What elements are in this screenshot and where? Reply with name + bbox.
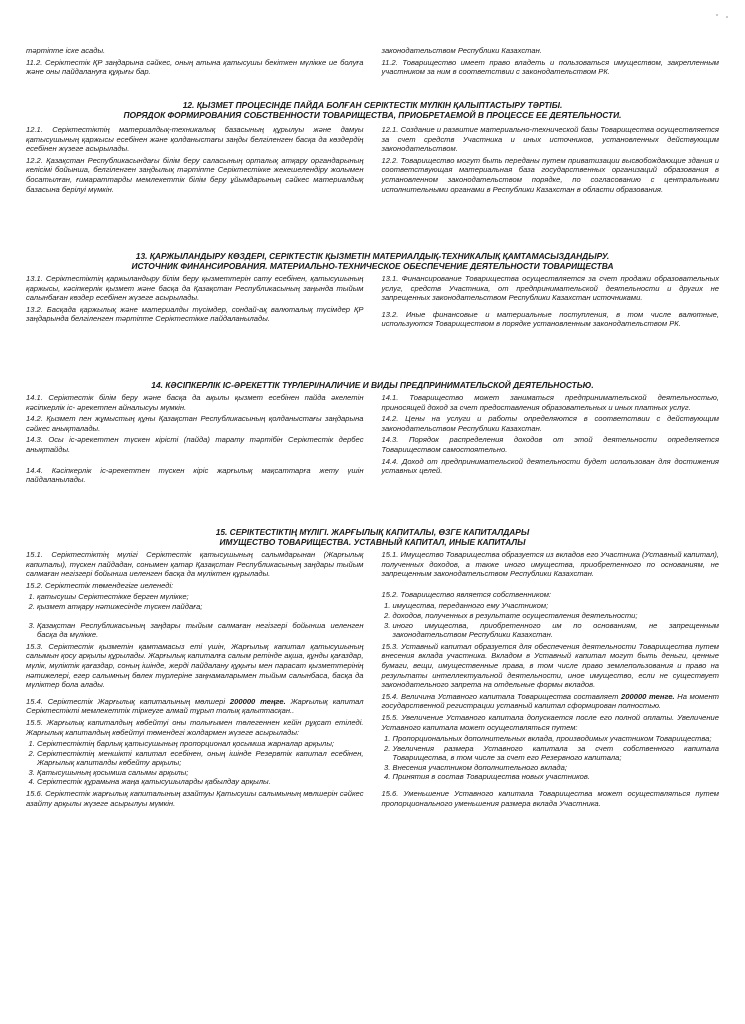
ru-column (382, 125, 720, 196)
capital-amount: 200000 тенге. (621, 691, 675, 701)
list-item: 2. Серіктестіктің меншікті капитал есебінен, оның ішінде Резервтік капитал есебінен, Жарғылық капиталды көбейту арқылы; (37, 749, 364, 768)
list (382, 734, 720, 782)
list-item: 3. Қатысушының қосымша салымы арқылы; (37, 768, 364, 778)
text: 15.4. Серіктестік Жарғылық капиталының мөлшері (26, 696, 226, 706)
paragraph: 12.1. Серіктестіктің материалдық-техникалық базасының құрылуы және дамуы қатысушының қаржысы есебінен және қолданыстағы заңды белгіленген басқа да көздердің есебінен жүзеге асырылады. (26, 125, 364, 154)
heading-text: 14. КӘСІПКЕРЛІК ІС-ӘРЕКЕТТІК ТҮРЛЕРІ/НАЛИЧИЕ И ВИДЫ ПРЕДПРИНИМАТЕЛЬСКОЙ ДЕЯТЕЛЬНОСТЬЮ. (151, 380, 594, 390)
paragraph: 15.6. Уменьшение Уставного капитала Товарищества может осуществляться путем пропорционального уменьшения размера вклада Участника. (381, 789, 719, 808)
paragraph: 15.5. Увеличение Уставного капитала допускается после его полной оплаты. Увеличение Уставного капитала может осуществляться путем: (381, 712, 719, 732)
kz-column (26, 393, 364, 487)
paragraph: 15.2. Серіктестік төмендегіге иеленеді: (26, 580, 174, 590)
paragraph-15-4 (26, 697, 364, 716)
heading-ru: ИСТОЧНИК ФИНАНСИРОВАНИЯ. МАТЕРИАЛЬНО-ТЕХНИЧЕСКОЕ ОБЕСПЕЧЕНИЕ ДЕЯТЕЛЬНОСТИ ТОВАРИЩЕСТВА (131, 261, 614, 271)
section-13-heading (40, 251, 705, 271)
list-item: 1. Серіктестіктің барлық қатысушының пропорционал қосымша жарналар арқылы; (37, 739, 364, 749)
paragraph: 14.1. Серіктестік білім беру және басқа да ақылы қызмет есебінен пайда әкелетін кәсіпкерлік іс- әрекетпен айналысуы мүмкін. (26, 393, 364, 412)
paragraph: 15.6. Серіктестік жарғылық капиталының азайтуы Қатысушы салымының мөлшерін сәйкес азайту арқылы жүзеге асырылуы мүмкін. (26, 789, 364, 808)
paragraph: тәртіпте іске асады. (26, 46, 106, 55)
kz-column (26, 274, 364, 331)
list-item: 1. Пропорциональных дополнительных вклада, производимых участником Товарищества; (393, 734, 720, 744)
list-item: 1. қатысушы Серіктестікке берген мүлікке; (37, 592, 364, 602)
paragraph: 15.1. Серіктестіктің мүлігі Серіктестік қатысушының салымдарынан (Жарғылық капиталы), түскен пайдадан, сонымен қатар Қазақстан Республикасының заңдары тыйым салмаған негізгері бойынша иеленген басқа да мүліктен құрылады. (26, 550, 364, 579)
heading-kz: 12. ҚЫЗМЕТ ПРОЦЕСІНДЕ ПАЙДА БОЛҒАН СЕРІКТЕСТІК МҮЛКІН ҚАЛЫПТАСТЫРУ ТӘРТІБІ. (182, 100, 563, 110)
section-15-body (26, 550, 719, 810)
kz-column (26, 550, 364, 810)
paragraph: 14.1. Товарищество может заниматься предпринимательской деятельностью, приносящей доход за счет предоставления образовательных и иных платных услуг. (381, 393, 719, 412)
paragraph: 15.3. Серіктестік қызметін қамтамасыз еті үшін, Жарғылық капитал қатысушының салымын қосу арқылы құрылады. Жарғылық капиталға салым ретінде ақша, құнды қағаздар, мүлік, мүліктік қағаздар, соның ішінде, жерді пайдалану құқығы мен парасат қызметтерінің нәтижелері, егер салымның бөлек түрлеріне заңнамаларымен тыйым салынбаса, басқа да мүліктер бола алады. (26, 641, 364, 690)
paragraph: 15.3. Уставный капитал образуется для обеспечения деятельности Товарищества путем внесения вклада участника. Вкладом в Уставный капитал могут быть деньги, ценные бумаги, вещи, имущественные права, в том числе право землепользования и право на результаты интеллектуальной деятельности, иное имущество, если не существует законодательного запрета на отдельные формы вкладов. (381, 641, 719, 690)
paragraph: 12.2. Қазақстан Республикасындағы білім беру саласының орталық атқару органдарының келісімі бойынша, белгіленген заңдылық тәртіпте Серіктестікке жекешелендіру жолымен босатылған, ғимараттарды мемлекеттік білім беру ұйымдарының сәйкес материалдық базасына берілуі мүмкін. (26, 155, 364, 194)
paragraph: 13.1. Финансирование Товарищества осуществляется за счет продажи образовательных услуг, средств Участника, от предпринимательской деятельности и других не запрещенных законодательством Республики Казахстан источниками. (381, 274, 719, 303)
list-item: 4. Серіктестік құрамына жаңа қатысушыларды қабылдау арқылы. (37, 777, 364, 787)
section-14-body (26, 393, 719, 487)
list-item: 2. қызмет атқару нәтижесінде түскен пайдаға; (37, 602, 364, 612)
ru-column (382, 274, 720, 331)
text: Жарғылық капитал Серіктестікті мемлекеттік тіркеуге алмай тұрып толық қалыптасқан.. (26, 696, 364, 716)
ru-column (382, 550, 720, 810)
paragraph: 13.2. Иные финансовые и материальные поступления, в том числе валютные, используются Товариществом в порядке установленным законодательством РК. (381, 309, 719, 329)
spacer (382, 581, 720, 590)
kz-column (26, 125, 364, 196)
paragraph: 13.2. Басқада қаржылық және материалды түсімдер, сондай-ақ валюталық түсімдер ҚР заңдарында белгіленген тәртіпте Серіктестікке пайдаланылады. (26, 304, 364, 324)
text: 15.4. Величина Уставного капитала Товарищества составляет (381, 691, 619, 701)
paragraph: 14.2. Қызмет пен жұмыстың құны Қазақстан Республикасының қолданыстағы заңдарына сәйкес анықталады. (26, 414, 364, 433)
paragraph: 14.3. Порядок распределения доходов от этой деятельности определяется Товариществом самостоятельно. (381, 435, 719, 454)
list (26, 592, 364, 639)
spacer (37, 612, 364, 621)
list-item: 3. Қазақстан Республикасының заңдары тыйым салмаған негізгері бойынша иеленген басқа да мүлікке. (37, 621, 364, 640)
paragraph: 12.2. Товарищество могут быть переданы путем приватизации высвобождающие здания и соответствующая материальная база государственных организаций образования в установленном законодательством порядке, по согласованию с центральными исполнительными органами в Республики Казахстан в области образования. (381, 155, 719, 194)
list-item: 3. иного имущества, приобретенного им по основаниям, не запрещенным законодательством Республики Казахстан. (393, 621, 720, 640)
scan-speck (716, 14, 718, 16)
section-13-body (26, 274, 719, 331)
list-item: 2. Увеличения размера Уставного капитала за счет собственного капитала Товарищества, в том числе за счет его Резервного капитала; (393, 744, 720, 763)
heading-ru: ИМУЩЕСТВО ТОВАРИЩЕСТВА. УСТАВНЫЙ КАПИТАЛ, ИНЫЕ КАПИТАЛЫ (219, 537, 526, 547)
text: На момент государственной регистрации уставный капитал сформирован полностью. (381, 691, 719, 711)
paragraph: 15.1. Имущество Товарищества образуется из вкладов его Участника (Уставный капитал), полученных доходов, а также иного имущества, приобретенного по основаниям, не запрещенным законодательством Республики Казахстан. (381, 550, 719, 579)
section-15-heading (40, 527, 705, 547)
list-item: 2. доходов, полученных в результате осуществления деятельности; (393, 611, 720, 621)
paragraph: 11.2. Товарищество имеет право владеть и пользоваться имуществом, закрепленным участником за ним в соответствии с законодательством РК. (381, 57, 719, 77)
section-12-heading (40, 100, 705, 120)
paragraph: 11.2. Серіктестік ҚР заңдарына сәйкес, оның атына қатысушы бекіткен мүлікке ие болуға және оны пайдалануға құқығы бар. (26, 57, 364, 77)
paragraph-15-4 (382, 692, 720, 711)
section-14-heading (40, 380, 705, 390)
section-12-body (26, 125, 719, 196)
ru-column (382, 46, 720, 79)
kz-column (26, 46, 364, 79)
capital-amount: 200000 теңге. (229, 696, 286, 706)
paragraph: законодательством Республики Казахстан. (381, 46, 542, 55)
spacer (26, 457, 364, 466)
scan-speck (726, 16, 728, 18)
paragraph: 15.5. Жарғылық капиталдың көбейтуі оны толығымен төлегеннен кейін рұқсат етіледі. Жарғылық капиталдың көбейтуі төмендегі жолдармен жүзеге асырылады: (26, 717, 364, 737)
list (26, 739, 364, 787)
list-item: 1. имущества, переданного ему Участником; (393, 601, 720, 611)
list (382, 601, 720, 639)
paragraph: 12.1. Создание и развитие материально-технической базы Товарищества осуществляется за счет средств Участника и иных источников, установленных действующим законодательством. (381, 125, 719, 154)
paragraph: 14.3. Осы іс-әрекеттен түскен кірісті (пайда) тарату тәртібін Серіктестік дербес анықтайды. (26, 435, 364, 454)
heading-kz: 13. ҚАРЖЫЛАНДЫРУ КӨЗДЕРІ, СЕРІКТЕСТІК ҚЫЗМЕТІН МАТЕРИАЛДЫҚ-ТЕХНИКАЛЫҚ ҚАМТАМАСЫЗДАНДЫРУ. (135, 251, 610, 261)
ru-column (382, 393, 720, 487)
section-11-continuation (26, 46, 719, 79)
paragraph: 14.4. Доход от предпринимательской деятельности будет использован для достижения уставных целей. (381, 456, 719, 476)
paragraph: 13.1. Серіктестіктің қаржыландыру білім беру қызметтерін сату есебінен, қатысушының қаржысы, кәсіпкерлік қызмет және басқа да Қазақстан Республикасының заңында тыйым салынбаған көздер есебінен жүзеге асырылады. (26, 274, 364, 303)
list-item: 4. Принятия в состав Товарищества новых участников. (393, 772, 720, 782)
paragraph: 14.2. Цены на услуги и работы определяются в соответствии с действующим законодательством Республики Казахстан. (381, 414, 719, 433)
paragraph: 15.2. Товарищество является собственником: (381, 589, 552, 599)
heading-kz: 15. СЕРІКТЕСТІКТІҢ МҮЛІГІ. ЖАРҒЫЛЫҚ КАПИТАЛЫ, ӨЗГЕ КАПИТАЛДАРЫ (215, 527, 530, 537)
list-item: 3. Внесения участником дополнительного вклада; (393, 763, 720, 773)
paragraph: 14.4. Кәсіпкерлік іс-әрекеттен түскен кіріс жарғылық мақсаттарға жету үшін пайдаланылады. (26, 465, 364, 485)
heading-ru: ПОРЯДОК ФОРМИРОВАНИЯ СОБСТВЕННОСТИ ТОВАРИЩЕСТВА, ПРИОБРЕТАЕМОЙ В ПРОЦЕССЕ ЕЕ ДЕЯТЕЛЬНОСТИ. (123, 110, 622, 120)
